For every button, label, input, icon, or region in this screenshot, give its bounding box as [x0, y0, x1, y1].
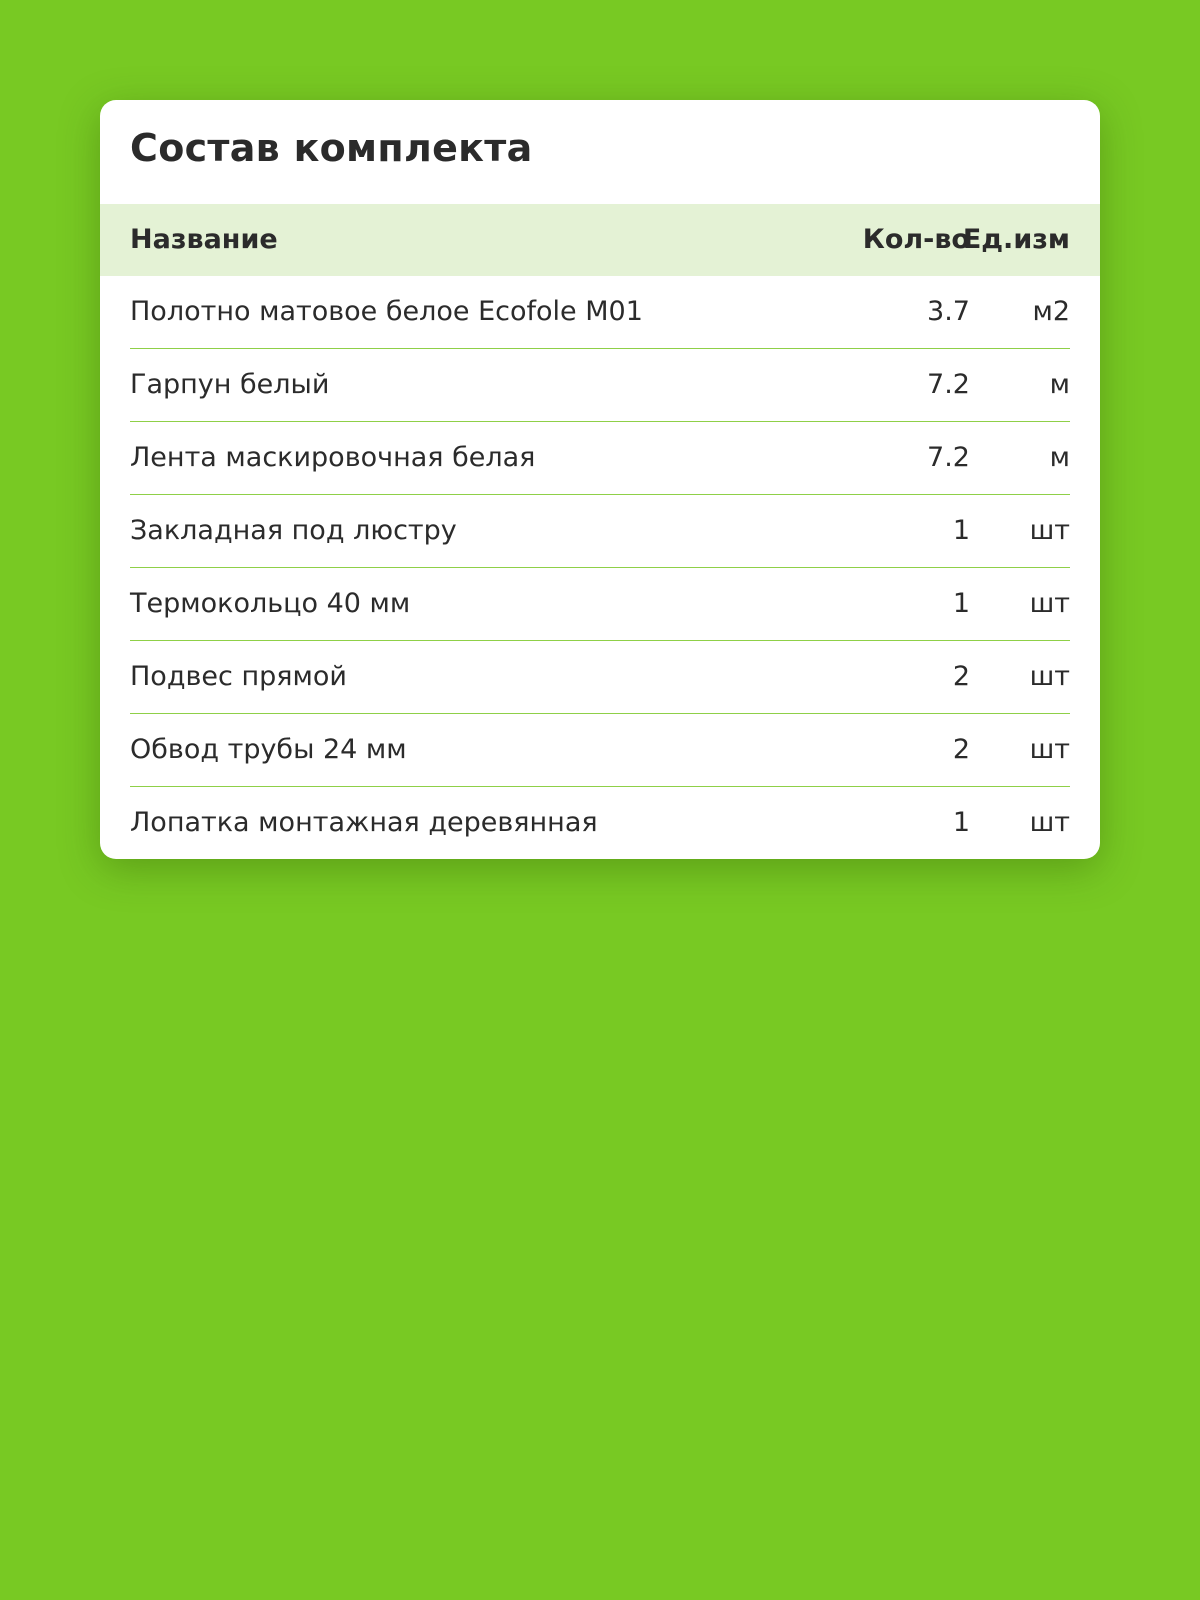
row-unit: шт — [1029, 734, 1070, 765]
table-row — [130, 787, 1070, 859]
row-qty: 1 — [952, 515, 970, 546]
row-qty: 7.2 — [927, 369, 970, 400]
table-row — [130, 568, 1070, 641]
row-name: Лопатка монтажная деревянная — [130, 807, 598, 838]
row-name: Гарпун белый — [130, 369, 330, 400]
row-name: Термокольцо 40 мм — [130, 588, 411, 619]
row-unit: шт — [1029, 661, 1070, 692]
row-qty: 7.2 — [927, 442, 970, 473]
row-unit: м2 — [1032, 296, 1070, 327]
row-qty: 2 — [952, 661, 970, 692]
row-unit: шт — [1029, 807, 1070, 838]
row-qty: 1 — [952, 807, 970, 838]
table-row — [130, 714, 1070, 787]
row-name: Подвес прямой — [130, 661, 347, 692]
table-row — [130, 641, 1070, 714]
table-row — [130, 422, 1070, 495]
row-name: Закладная под люстру — [130, 515, 457, 546]
kit-composition-card — [100, 100, 1100, 859]
row-qty: 2 — [952, 734, 970, 765]
row-qty: 1 — [952, 588, 970, 619]
row-name: Лента маскировочная белая — [130, 442, 536, 473]
kit-table — [100, 204, 1100, 859]
table-header-row — [100, 204, 1100, 276]
table-row — [130, 495, 1070, 568]
row-qty: 3.7 — [927, 296, 970, 327]
row-name: Обвод трубы 24 мм — [130, 734, 407, 765]
header-unit: Ед.изм — [962, 224, 1070, 255]
row-unit: м — [1049, 369, 1070, 400]
card-title: Состав комплекта — [130, 126, 533, 170]
header-qty: Кол-во — [862, 224, 970, 255]
row-unit: м — [1049, 442, 1070, 473]
header-name: Название — [130, 224, 278, 255]
table-row — [130, 349, 1070, 422]
row-unit: шт — [1029, 515, 1070, 546]
table-row — [130, 276, 1070, 349]
row-unit: шт — [1029, 588, 1070, 619]
row-name: Полотно матовое белое Ecofole M01 — [130, 296, 643, 327]
